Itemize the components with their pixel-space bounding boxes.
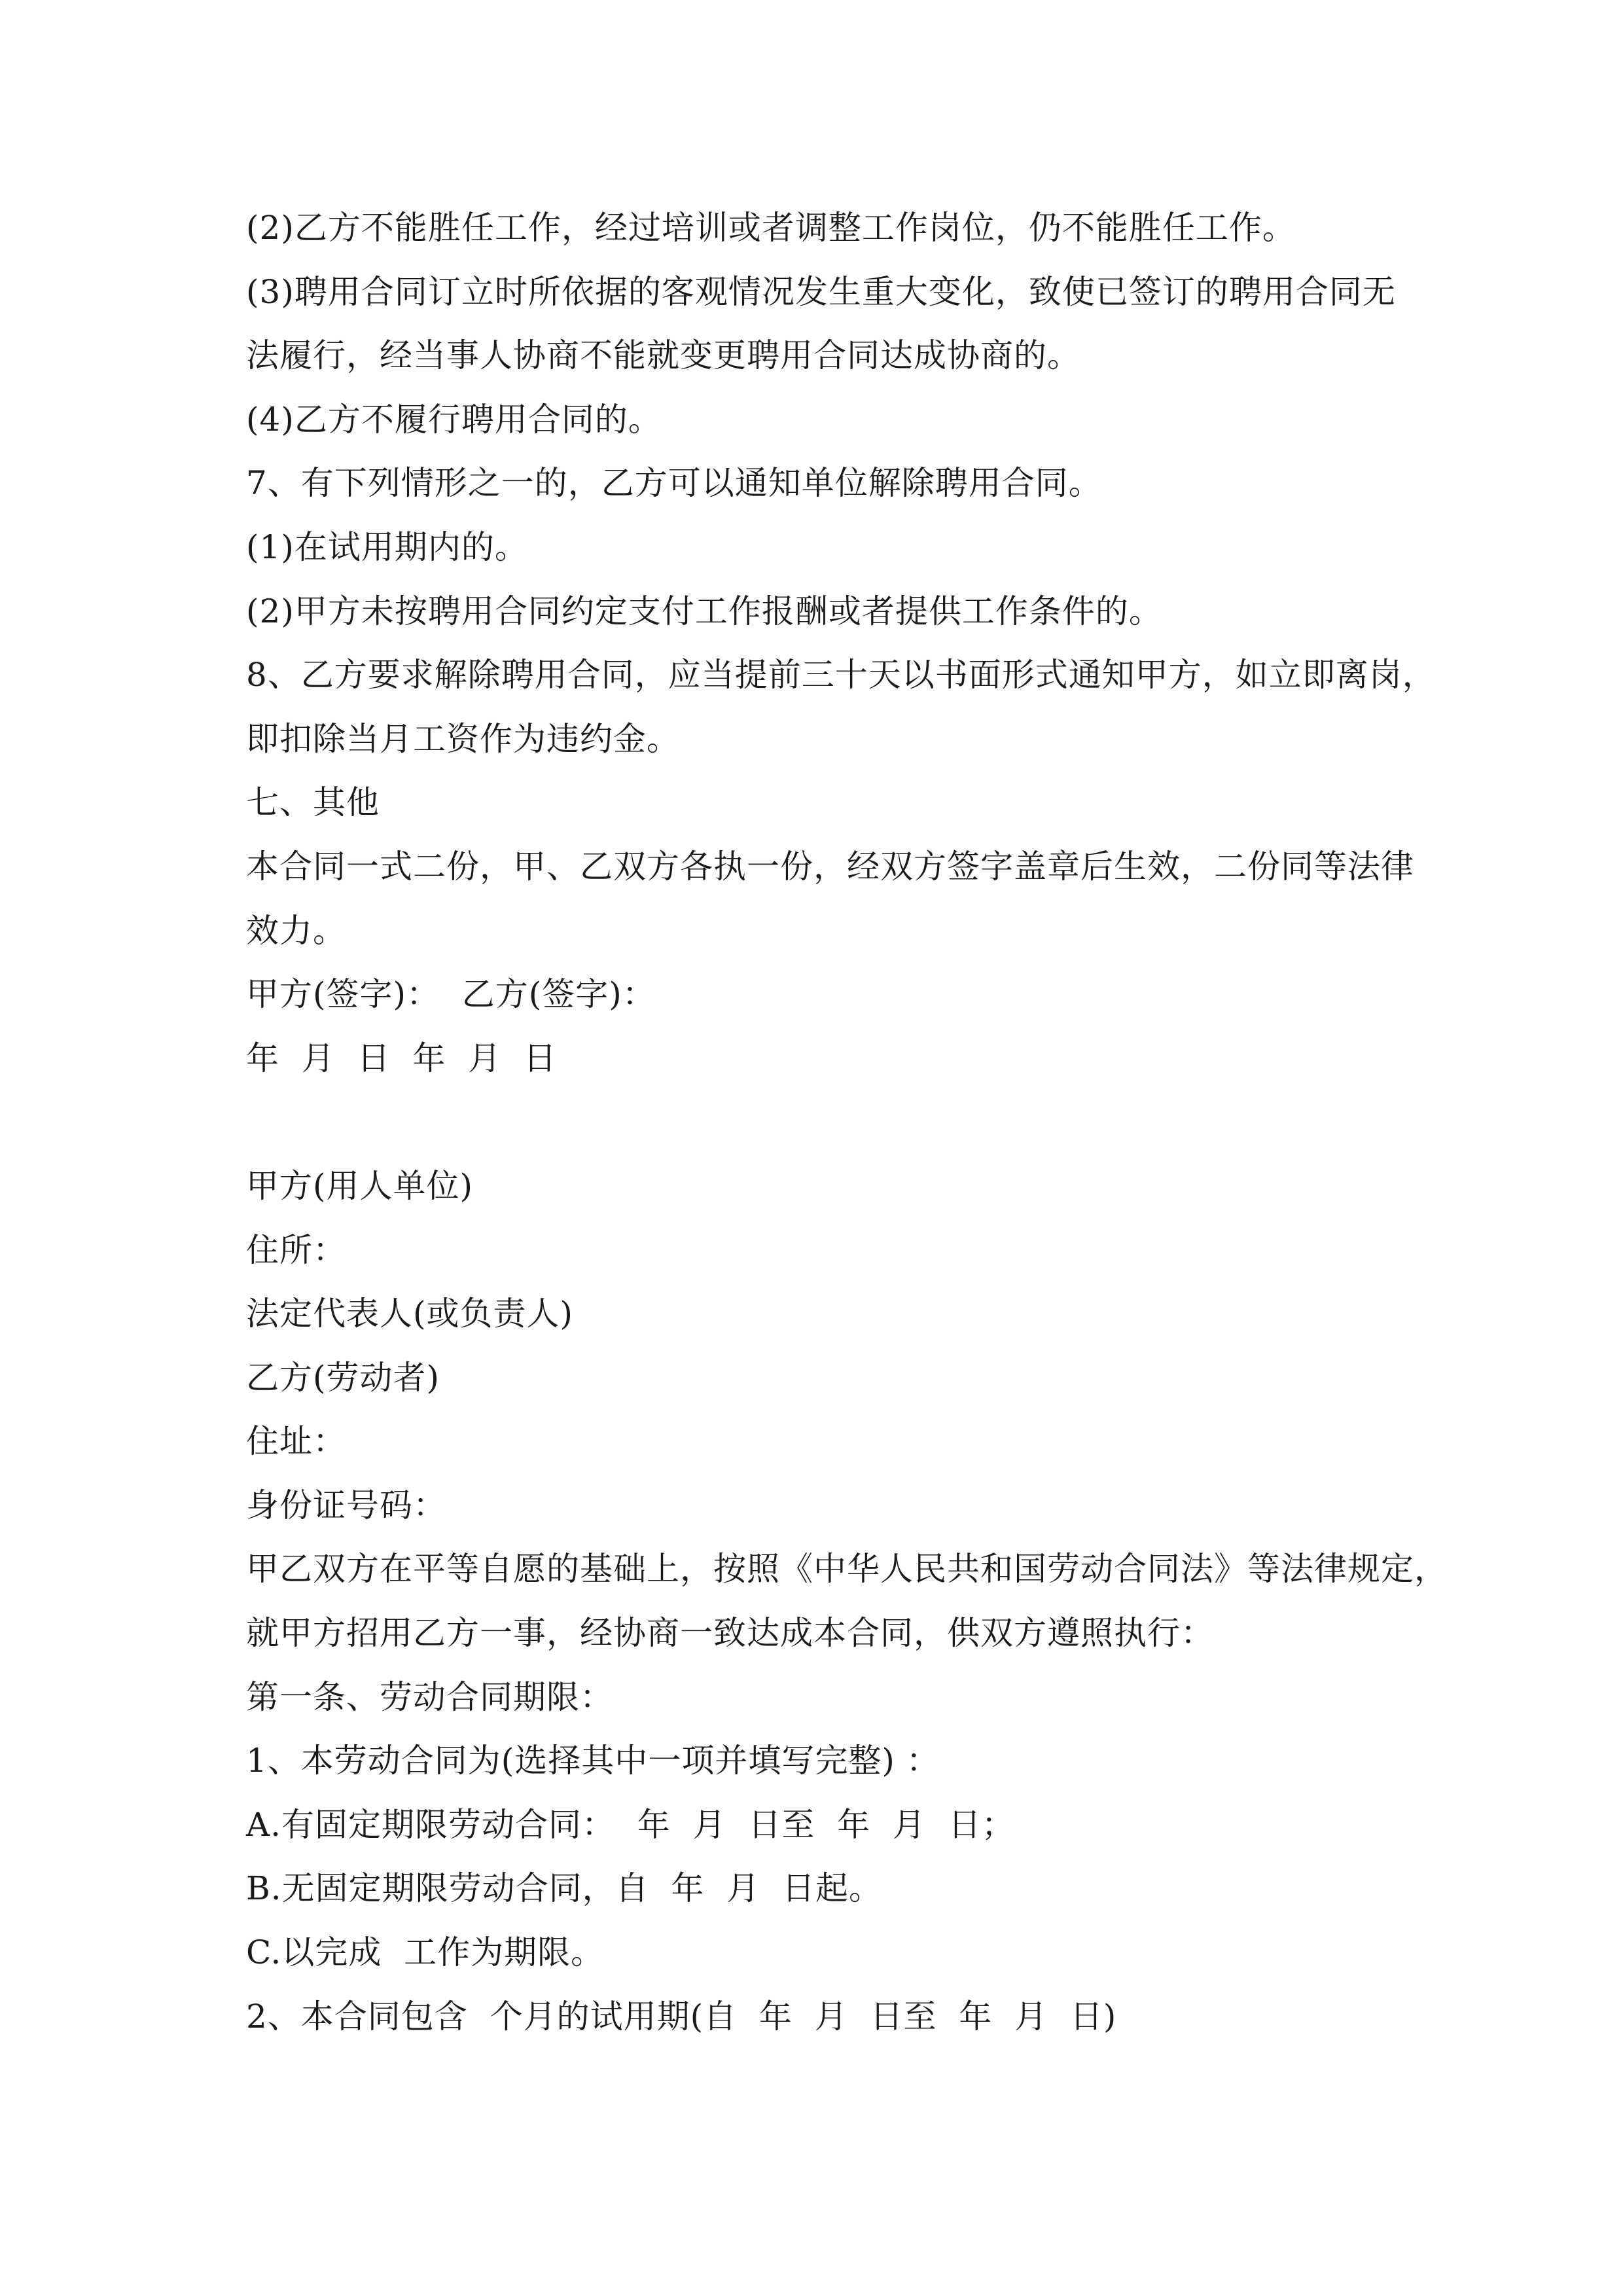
paragraph-line: (2)乙方不能胜任工作，经过培训或者调整工作岗位，仍不能胜任工作。 xyxy=(246,209,1296,247)
signature-line: 甲方(签字)： 乙方(签字)： xyxy=(246,975,656,1014)
paragraph-line: 7、有下列情形之一的，乙方可以通知单位解除聘用合同。 xyxy=(246,464,1102,503)
legal-rep-label: 法定代表人(或负责人) xyxy=(246,1295,574,1333)
party-b-label: 乙方(劳动者) xyxy=(246,1358,440,1397)
id-number-label: 身份证号码： xyxy=(246,1486,446,1524)
paragraph-line: 即扣除当月工资作为违约金。 xyxy=(246,719,680,758)
paragraph-line: (4)乙方不履行聘用合同的。 xyxy=(246,400,662,439)
paragraph-line: 效力。 xyxy=(246,911,346,950)
paragraph-line: 本合同一式二份，甲、乙双方各执一份，经双方签字盖章后生效，二份同等法律 xyxy=(246,847,1414,886)
document-body xyxy=(246,196,1448,2049)
section-heading: 七、其他 xyxy=(246,783,380,822)
party-a-label: 甲方(用人单位) xyxy=(246,1166,474,1205)
paragraph-line: (3)聘用合同订立时所依据的客观情况发生重大变化，致使已签订的聘用合同无 xyxy=(246,272,1396,311)
paragraph-line: (2)甲方未按聘用合同约定支付工作报酬或者提供工作条件的。 xyxy=(246,592,1162,630)
probation-line: 2、本合同包含 个月的试用期(自 年 月 日至 年 月 日) xyxy=(246,1997,1117,2036)
paragraph-line: 就甲方招用乙方一事，经协商一致达成本合同，供双方遵照执行： xyxy=(246,1614,1214,1653)
address-label: 住所： xyxy=(246,1230,346,1269)
residence-label: 住址： xyxy=(246,1422,346,1461)
blank-gap xyxy=(246,1090,1398,1155)
paragraph-line: 甲乙双方在平等自愿的基础上，按照《中华人民共和国劳动合同法》等法律规定， xyxy=(246,1550,1448,1588)
paragraph-line: 法履行，经当事人协商不能就变更聘用合同达成协商的。 xyxy=(246,336,1080,375)
paragraph-line: 8、乙方要求解除聘用合同，应当提前三十天以书面形式通知甲方，如立即离岗， xyxy=(246,656,1436,694)
option-a-line: A.有固定期限劳动合同： 年 月 日至 年 月 日； xyxy=(246,1805,1015,1844)
option-c-line: C.以完成 工作为期限。 xyxy=(246,1933,605,1972)
paragraph-line: (1)在试用期内的。 xyxy=(246,528,528,566)
option-b-line: B.无固定期限劳动合同，自 年 月 日起。 xyxy=(246,1869,882,1908)
article-heading: 第一条、劳动合同期限： xyxy=(246,1677,613,1716)
date-line: 年 月 日 年 月 日 xyxy=(246,1039,557,1077)
paragraph-line: 1、本劳动合同为(选择其中一项并填写完整) ： xyxy=(246,1742,940,1780)
